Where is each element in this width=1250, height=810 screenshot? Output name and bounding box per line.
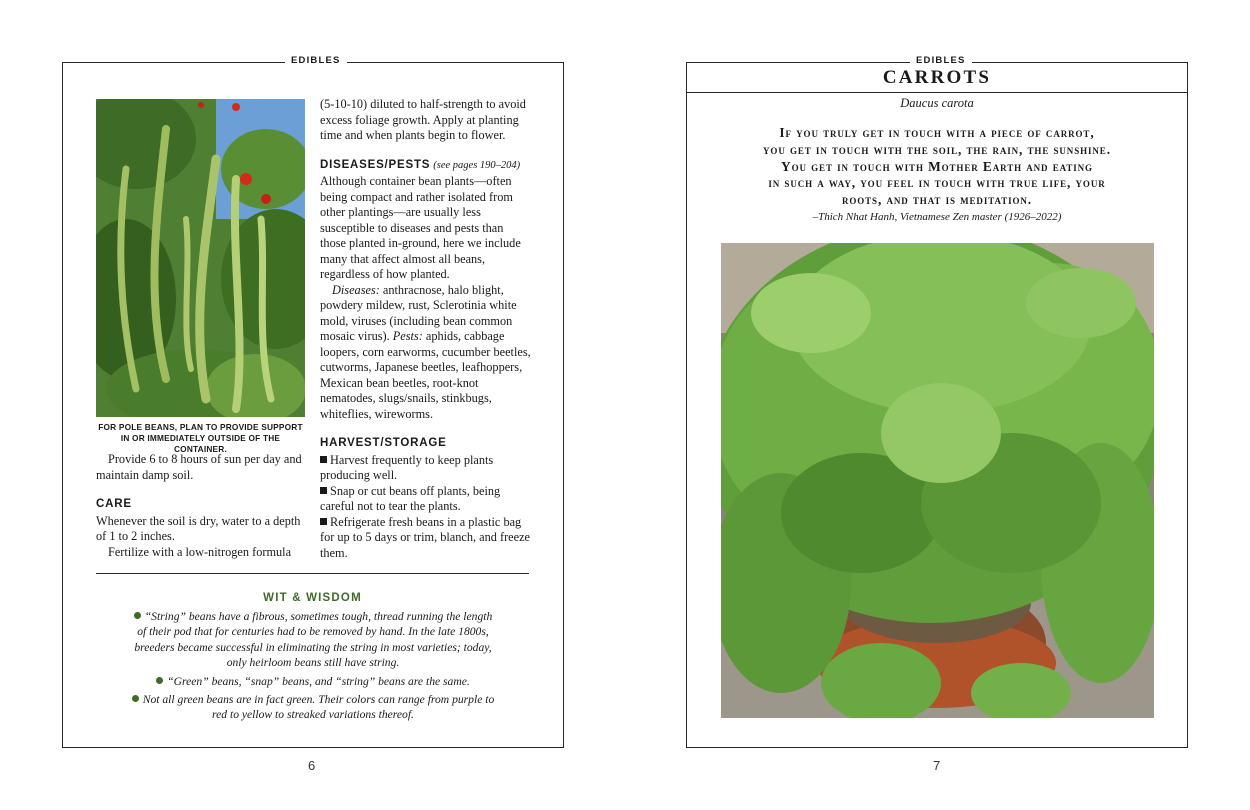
diseases-pests-list <box>320 283 532 423</box>
harvest-item <box>320 515 532 562</box>
right-page-number: 7 <box>933 758 941 773</box>
green-bean-photo <box>96 99 305 417</box>
title-band <box>687 64 1187 93</box>
pests-list: aphids, cabbage loopers, corn earworms, cucumber beetles, cutworms, Japanese beetles, leafhoppers, Mexican bean beetles, root-knot nematodes, slugs/snails, stinkbugs, whiteflies, wireworms. <box>320 329 531 421</box>
harvest-item <box>320 453 532 484</box>
harvest-item-text: Refrigerate fresh beans in a plastic bag for up to 5 days or trim, blanch, and freeze them. <box>320 514 530 560</box>
wit-wisdom-list <box>128 609 498 726</box>
right-column <box>320 97 532 561</box>
sun-paragraph: Provide 6 to 8 hours of sun per day and maintain damp soil. <box>96 452 302 482</box>
wit-item <box>128 609 498 671</box>
harvest-heading: HARVEST/STORAGE <box>320 437 447 449</box>
wit-item-text: “String” beans have a fibrous, sometimes tough, thread running the length of their pod that for centuries had to be removed by hand. In the late 1800s, breeders became successful in eliminating the string in most varieties; today, only heirloom beans still have string. <box>134 610 493 670</box>
harvest-item-text: Harvest frequently to keep plants producing well. <box>320 452 494 482</box>
bean-plant-illustration <box>96 99 305 417</box>
diseases-intro: Although container bean plants—often being compact and rather isolated from other plantings—are usually less susceptible to diseases and pests than those planted in-ground, here we include many that affect almost all beans, regardless of how planted. <box>320 174 521 281</box>
left-page-number: 6 <box>308 758 316 773</box>
fertilize-paragraph: Fertilize with a low-nitrogen formula <box>108 544 292 559</box>
care-paragraph: Whenever the soil is dry, water to a depth of 1 to 2 inches. <box>96 513 301 543</box>
left-section-tag: EDIBLES <box>285 55 347 66</box>
green-dot-icon <box>134 612 141 619</box>
photo-caption: FOR POLE BEANS, PLAN TO PROVIDE SUPPORT IN OR IMMEDIATELY OUTSIDE OF THE CONTAINER. <box>98 422 303 454</box>
square-bullet-icon <box>320 487 327 494</box>
wit-item <box>128 692 498 723</box>
quote-block <box>700 125 1174 209</box>
square-bullet-icon <box>320 518 327 525</box>
wit-item-text: “Green” beans, “snap” beans, and “string” beans are the same. <box>167 674 470 688</box>
green-dot-icon <box>132 695 139 702</box>
carrot-plant-photo <box>721 243 1154 718</box>
quote-line: in such a way, you feel in touch with true life, your <box>768 175 1106 191</box>
fertilize-continuation: (5-10-10) diluted to half-strength to avoid excess foliage growth. Apply at planting time and when plants begin to flower. <box>320 97 526 142</box>
care-heading: CARE <box>96 498 132 510</box>
quote-line: you get in touch with the soil, the rain, the sunshine. <box>763 141 1111 157</box>
wit-item <box>128 674 498 689</box>
square-bullet-icon <box>320 456 327 463</box>
diseases-pests-heading <box>320 158 532 174</box>
carrot-plant-illustration <box>721 243 1154 718</box>
diseases-pests-title: DISEASES/PESTS <box>320 158 431 171</box>
green-dot-icon <box>156 677 163 684</box>
pests-label: Pests: <box>392 329 423 343</box>
page-title: CARROTS <box>882 67 992 88</box>
quote-line: If you truly get in touch with a piece of carrot, <box>779 125 1095 140</box>
harvest-item <box>320 484 532 515</box>
wit-item-text: Not all green beans are in fact green. Their colors can range from purple to red to yellow to streaked variations thereof. <box>142 693 495 722</box>
left-column <box>96 452 308 560</box>
right-section-tag: EDIBLES <box>910 55 972 66</box>
diseases-label: Diseases: <box>332 282 380 297</box>
diseases-list: anthracnose, halo blight, powdery mildew, rust, Sclerotinia white mold, viruses (including bean common mosaic virus). <box>320 282 517 343</box>
harvest-item-text: Snap or cut beans off plants, being careful not to tear the plants. <box>320 483 501 513</box>
wit-wisdom-title: WIT & WISDOM <box>263 592 362 604</box>
latin-name: Daucus carota <box>900 96 974 110</box>
see-pages-ref: (see pages 190–204) <box>433 159 521 171</box>
quote-line: roots, and that is meditation. <box>841 192 1033 208</box>
quote-attribution: –Thich Nhat Hanh, Vietnamese Zen master (1926–2022) <box>812 211 1062 223</box>
quote-line: You get in touch with Mother Earth and eating <box>781 158 1093 174</box>
wit-divider <box>96 573 529 574</box>
